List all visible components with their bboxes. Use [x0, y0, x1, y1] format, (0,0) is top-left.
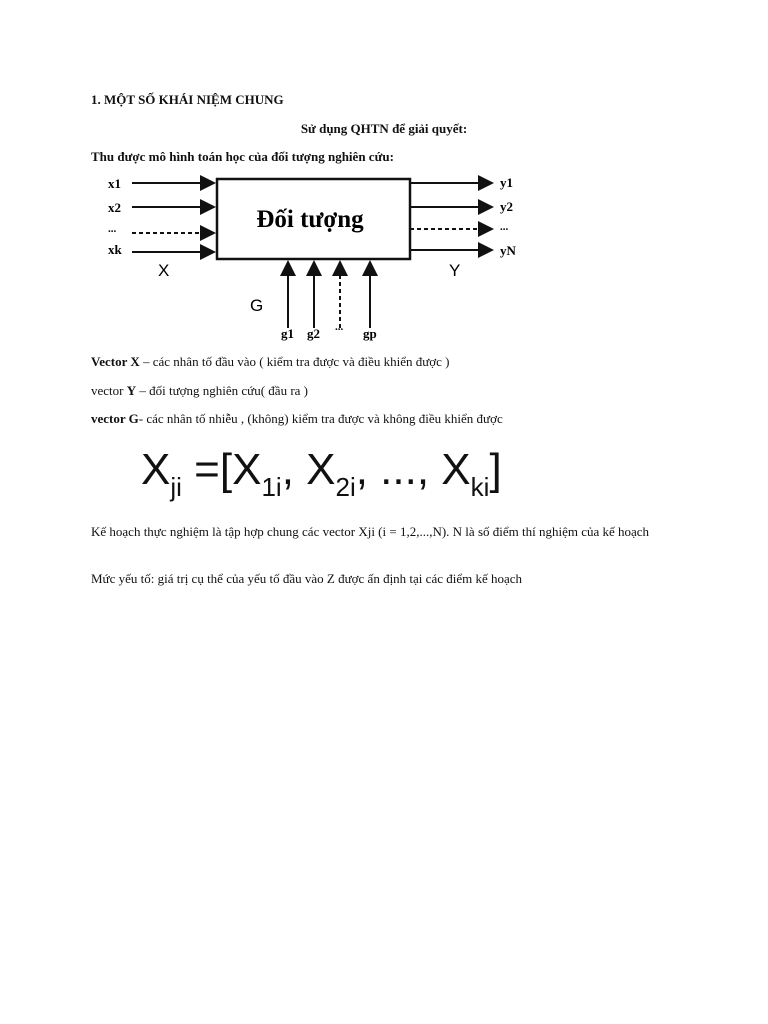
object-model-diagram [100, 170, 530, 345]
noise-label-1: g1 [281, 326, 294, 341]
input-label-dots: ... [108, 223, 117, 235]
vector-g-term: vector G [91, 411, 139, 426]
formula-lhs-sub: ji [170, 472, 182, 502]
vector-x-line [91, 354, 450, 370]
label-g: G [250, 296, 264, 315]
formula-term-1-sub: 1i [261, 472, 282, 502]
output-label-1: y1 [500, 175, 513, 190]
noise-label-2: g2 [307, 326, 320, 341]
input-label-k: xk [108, 242, 122, 257]
formula-term-3-sub: ki [470, 472, 490, 502]
vector-x-desc: – các nhân tố đầu vào ( kiểm tra được và điều khiển được ) [139, 354, 450, 369]
output-label-n: yN [500, 243, 516, 258]
input-label-2: x2 [108, 200, 121, 215]
formula-term-3: , ..., X [355, 445, 471, 494]
formula-term-2-sub: 2i [335, 472, 356, 502]
formula-term-1: X [232, 445, 262, 494]
output-label-dots: ... [500, 221, 509, 233]
formula-eq: =[ [181, 445, 233, 494]
factor-level-paragraph: Mức yếu tố: giá trị cụ thể của yếu tố đầu vào Z được ấn định tại các điểm kế hoạch [91, 571, 523, 586]
formula [141, 445, 502, 503]
formula-lhs: X [141, 445, 171, 494]
vector-y-prefix: vector [91, 383, 127, 398]
input-label-1: x1 [108, 176, 121, 191]
formula-term-2: , X [281, 445, 336, 494]
vector-x-term: Vector X [91, 354, 140, 369]
formula-close: ] [489, 445, 502, 494]
object-box-label: Đối tượng [256, 206, 364, 233]
vector-g-desc: - các nhân tố nhiễu , (không) kiểm tra được và không điều khiển được [138, 411, 503, 426]
vector-g-line [91, 411, 503, 427]
noise-label-p: gp [363, 326, 377, 341]
plan-paragraph: Kế hoạch thực nghiệm là tập hợp chung các vector Xji (i = 1,2,...,N). N là số điểm thí nghiệm của kế hoạch [91, 524, 650, 539]
intro-text: Thu được mô hình toán học của đối tượng nghiên cứu: [91, 149, 394, 164]
noise-label-dots: ... [335, 321, 344, 333]
vector-y-desc: – đối tượng nghiên cứu( đầu ra ) [136, 383, 308, 398]
vector-y-line [91, 383, 308, 399]
vector-y-term: Y [126, 383, 137, 398]
label-y: Y [449, 261, 461, 280]
output-label-2: y2 [500, 199, 513, 214]
subtitle: Sử dụng QHTN để giải quyết: [300, 121, 468, 136]
section-heading: 1. MỘT SỐ KHÁI NIỆM CHUNG [91, 92, 284, 107]
label-x: X [158, 261, 170, 280]
